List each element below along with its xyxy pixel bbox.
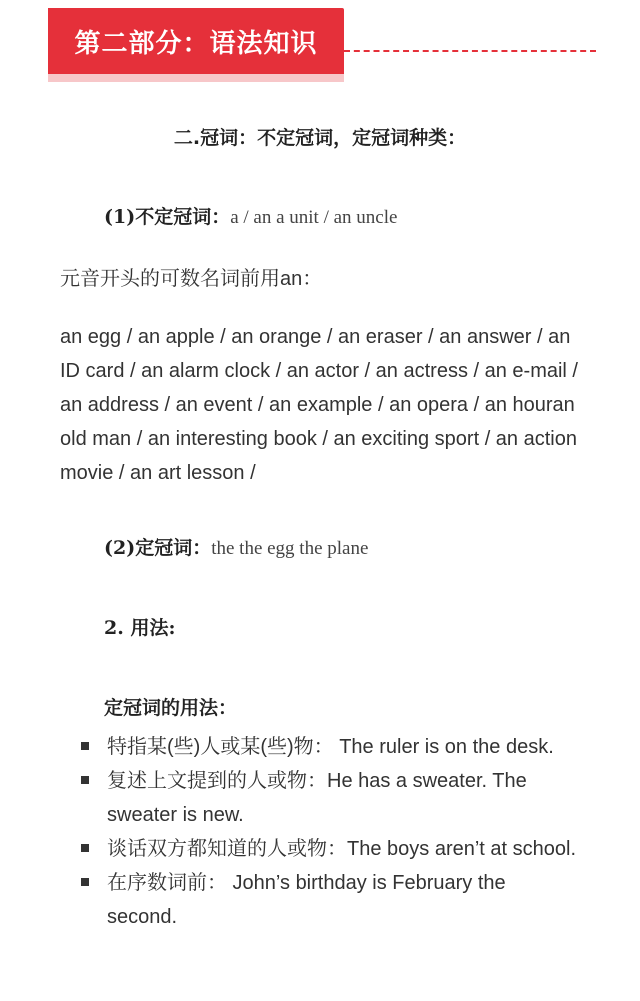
square-bullet-icon: [81, 878, 89, 886]
square-bullet-icon: [81, 844, 89, 852]
banner-tab: [48, 8, 344, 74]
square-bullet-icon: [81, 776, 89, 784]
square-bullet-icon: [81, 742, 89, 750]
examples-paragraph: an egg / an apple / an orange / an eraser / an answer / an ID card / an alarm clock / an actor / an actress / an e-mail / an address / an event / an example / an opera / an houran old man / an interesting book / an exciting sport / an action movie / an art lesson /: [60, 326, 578, 484]
section-banner: [48, 8, 596, 78]
banner-title: 第二部分：语法知识: [74, 28, 318, 59]
section-heading: 二.冠词：不定冠词，定冠词种类：: [173, 127, 467, 149]
list-item-text: 在序数词前： John’s birthday is February the second.: [107, 872, 506, 928]
banner-shadow: [48, 74, 344, 82]
definite-article-label: (2)定冠词：: [104, 537, 212, 559]
list-item: [78, 764, 578, 832]
banner-dashed-rule: [344, 50, 596, 52]
indefinite-article-examples: a / an a unit / an uncle: [230, 207, 398, 228]
list-item-text: 谈话双方都知道的人或物：The boys aren’t at school.: [107, 838, 577, 860]
list-item: [78, 832, 578, 866]
list-item: [78, 866, 578, 934]
list-item-text: 特指某(些)人或某(些)物： The ruler is on the desk.: [107, 736, 554, 758]
usage-title: [104, 614, 175, 643]
vowel-rule-text: 元音开头的可数名词前用an：: [60, 268, 323, 290]
indefinite-article-label: (1)不定冠词：: [104, 206, 231, 228]
usage-title-text: 2. 用法:: [104, 617, 176, 639]
definite-article-examples: the the egg the plane: [211, 538, 369, 559]
definite-usage-heading: 定冠词的用法：: [104, 697, 238, 719]
usage-list: [78, 730, 578, 934]
list-item: [78, 730, 578, 764]
definite-article-line: [104, 534, 368, 563]
indefinite-article-line: [104, 203, 397, 232]
list-item-text: 复述上文提到的人或物：He has a sweater. The sweater is new.: [107, 770, 527, 826]
